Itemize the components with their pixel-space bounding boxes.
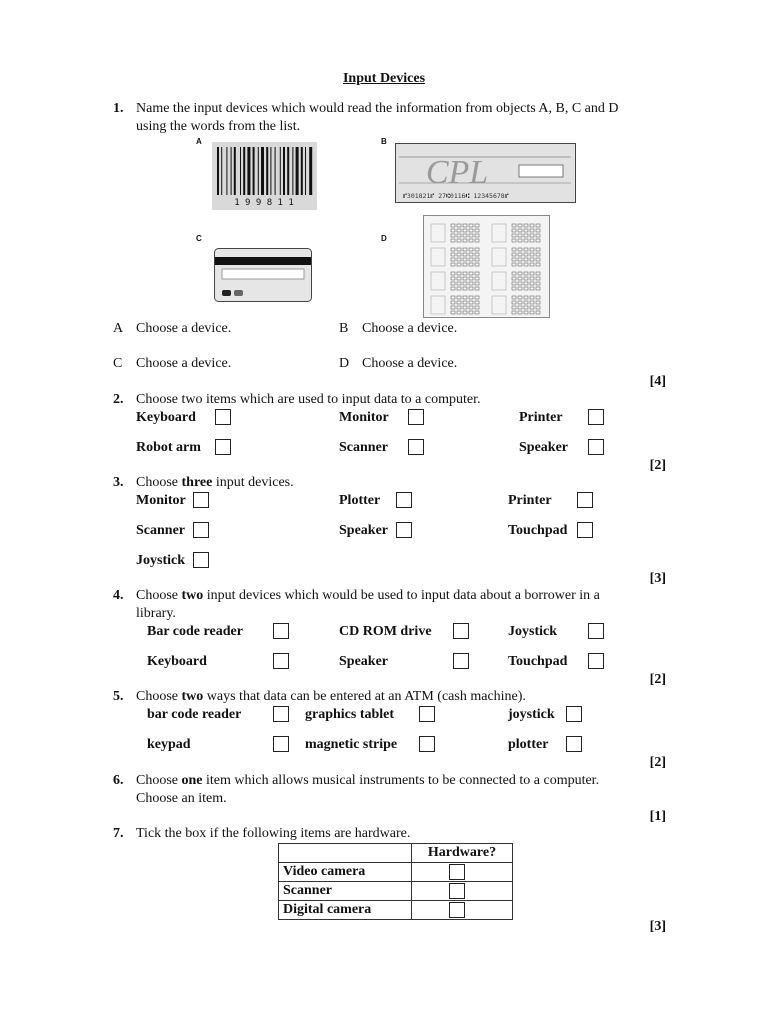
q1-answer-a-letter: A xyxy=(113,321,124,336)
q1-answer-d-letter: D xyxy=(339,356,350,371)
page-title: Input Devices xyxy=(342,71,426,86)
row-label-video-camera: Video camera xyxy=(279,863,412,882)
q3-option-speaker-label: Speaker xyxy=(339,523,388,538)
q4-option-joystick-checkbox[interactable] xyxy=(588,623,604,639)
q2-option-scanner-checkbox[interactable] xyxy=(408,439,424,455)
q4-option-speaker-label: Speaker xyxy=(339,654,388,669)
barcode-bar xyxy=(309,147,312,195)
row-label-digital-camera: Digital camera xyxy=(279,901,412,920)
q4-text-line2: library. xyxy=(136,606,176,621)
q1-answer-a-field[interactable]: Choose a device. xyxy=(136,321,232,336)
row-cell xyxy=(412,901,513,920)
q3-option-touchpad-label: Touchpad xyxy=(508,523,568,538)
q4-mark: [2] xyxy=(649,672,666,687)
q1-answer-d-field[interactable]: Choose a device. xyxy=(362,356,458,371)
q3-option-joystick-label: Joystick xyxy=(136,553,185,568)
table-header-hardware: Hardware? xyxy=(412,844,513,863)
q5-option-plotter-checkbox[interactable] xyxy=(566,736,582,752)
q2-option-speaker-checkbox[interactable] xyxy=(588,439,604,455)
q2-option-scanner-label: Scanner xyxy=(339,440,388,455)
q5-mark: [2] xyxy=(649,755,666,770)
q2-option-robot-arm-checkbox[interactable] xyxy=(215,439,231,455)
q6-number: 6. xyxy=(113,773,124,788)
q6-mark: [1] xyxy=(649,809,666,824)
barcode-bar xyxy=(240,147,241,195)
hardware-table xyxy=(278,843,513,920)
row-label-scanner: Scanner xyxy=(279,882,412,901)
barcode-bar xyxy=(292,147,293,195)
barcode-bar xyxy=(258,147,259,195)
barcode-bar xyxy=(280,147,281,195)
q5-option-magnetic-stripe-label: magnetic stripe xyxy=(305,737,398,752)
q2-option-keyboard-label: Keyboard xyxy=(136,410,196,425)
q2-option-monitor-checkbox[interactable] xyxy=(408,409,424,425)
barcode-digits: 1 9 9 8 1 1 xyxy=(234,198,294,208)
q5-option-graphics-tablet-label: graphics tablet xyxy=(305,707,395,722)
q1-mark: [4] xyxy=(649,374,666,389)
q4-option-cd-rom-drive-label: CD ROM drive xyxy=(339,624,432,639)
q2-number: 2. xyxy=(113,392,124,407)
row-cell xyxy=(412,863,513,882)
q6-text: Choose one item which allows musical instruments to be connected to a computer. xyxy=(136,773,600,788)
q3-option-monitor-label: Monitor xyxy=(136,493,186,508)
q3-text: Choose three input devices. xyxy=(136,475,294,490)
q4-option-bar-code-reader-label: Bar code reader xyxy=(147,624,243,639)
q3-option-printer-checkbox[interactable] xyxy=(577,492,593,508)
q5-text: Choose two ways that data can be entered at an ATM (cash machine). xyxy=(136,689,526,704)
omr-form-image xyxy=(423,215,550,318)
magnetic-stripe-card-image xyxy=(214,248,312,302)
barcode-image xyxy=(212,142,317,210)
barcode-bar xyxy=(275,147,276,195)
q4-option-cd-rom-drive-checkbox[interactable] xyxy=(453,623,469,639)
q4-option-keyboard-label: Keyboard xyxy=(147,654,207,669)
q1-answer-c-field[interactable]: Choose a device. xyxy=(136,356,232,371)
q5-option-graphics-tablet-checkbox[interactable] xyxy=(419,706,435,722)
table-header-blank xyxy=(279,844,412,863)
q2-option-monitor-label: Monitor xyxy=(339,410,389,425)
q7-scanner-checkbox[interactable] xyxy=(449,883,465,899)
q2-option-robot-arm-label: Robot arm xyxy=(136,440,201,455)
q3-number: 3. xyxy=(113,475,124,490)
q3-option-monitor-checkbox[interactable] xyxy=(193,492,209,508)
q3-option-joystick-checkbox[interactable] xyxy=(193,552,209,568)
q2-option-speaker-label: Speaker xyxy=(519,440,568,455)
barcode-bar xyxy=(266,147,268,195)
q1-answer-b-letter: B xyxy=(339,321,349,336)
barcode-bar xyxy=(221,147,222,195)
q2-option-keyboard-checkbox[interactable] xyxy=(215,409,231,425)
q2-mark: [2] xyxy=(649,458,666,473)
q5-option-joystick-checkbox[interactable] xyxy=(566,706,582,722)
q3-option-touchpad-checkbox[interactable] xyxy=(577,522,593,538)
q5-number: 5. xyxy=(113,689,124,704)
barcode-bar xyxy=(231,147,232,195)
table-header-row xyxy=(279,844,513,863)
q2-option-printer-label: Printer xyxy=(519,410,563,425)
q3-option-speaker-checkbox[interactable] xyxy=(396,522,412,538)
q1-answer-c-letter: C xyxy=(113,356,123,371)
q5-option-joystick-label: joystick xyxy=(508,707,555,722)
q6-answer-field[interactable]: Choose an item. xyxy=(136,791,227,806)
figure-label-c: C xyxy=(196,234,202,243)
barcode-bar xyxy=(287,147,289,195)
q7-video-camera-checkbox[interactable] xyxy=(449,864,465,880)
barcode-bar xyxy=(247,147,250,195)
cheque-micr: ⑈301821⑈ 27⑆0116⑆ 12345678⑈ xyxy=(403,192,509,200)
barcode-bar xyxy=(296,147,299,195)
q3-option-scanner-label: Scanner xyxy=(136,523,185,538)
q5-option-bar-code-reader-checkbox[interactable] xyxy=(273,706,289,722)
q5-option-plotter-label: plotter xyxy=(508,737,549,752)
barcode-bar xyxy=(253,147,255,195)
barcode-bar xyxy=(243,147,245,195)
q4-option-touchpad-checkbox[interactable] xyxy=(588,653,604,669)
q5-option-bar-code-reader-label: bar code reader xyxy=(147,707,242,722)
figure-label-a: A xyxy=(196,137,202,146)
q7-number: 7. xyxy=(113,826,124,841)
cheque-logo: CPL xyxy=(425,154,489,191)
q2-option-printer-checkbox[interactable] xyxy=(588,409,604,425)
q4-option-keyboard-checkbox[interactable] xyxy=(273,653,289,669)
q4-number: 4. xyxy=(113,588,124,603)
table-row xyxy=(279,882,513,901)
q3-option-plotter-label: Plotter xyxy=(339,493,381,508)
q3-option-printer-label: Printer xyxy=(508,493,552,508)
q1-text-line1: Name the input devices which would read the information from objects A, B, C and D xyxy=(136,101,619,116)
q1-answer-b-field[interactable]: Choose a device. xyxy=(362,321,458,336)
q4-text-line1: Choose two input devices which would be used to input data about a borrower in a xyxy=(136,588,600,603)
barcode-bar xyxy=(261,147,264,195)
q3-option-scanner-checkbox[interactable] xyxy=(193,522,209,538)
barcode-bar xyxy=(283,147,285,195)
barcode-bar xyxy=(234,147,236,195)
q5-option-keypad-label: keypad xyxy=(147,737,191,752)
q4-option-speaker-checkbox[interactable] xyxy=(453,653,469,669)
barcode-bar xyxy=(305,147,306,195)
q5-option-magnetic-stripe-checkbox[interactable] xyxy=(419,736,435,752)
q7-mark: [3] xyxy=(649,919,666,934)
q1-text-line2: using the words from the list. xyxy=(136,119,301,134)
q7-digital-camera-checkbox[interactable] xyxy=(449,902,465,918)
q5-option-keypad-checkbox[interactable] xyxy=(273,736,289,752)
q7-text: Tick the box if the following items are hardware. xyxy=(136,826,411,841)
barcode-bar xyxy=(217,147,219,195)
q2-text: Choose two items which are used to input data to a computer. xyxy=(136,392,481,407)
q4-option-bar-code-reader-checkbox[interactable] xyxy=(273,623,289,639)
barcode-bar xyxy=(301,147,303,195)
q1-number: 1. xyxy=(113,101,124,116)
barcode-bar xyxy=(270,147,271,195)
q4-option-joystick-label: Joystick xyxy=(508,624,557,639)
barcode-bar xyxy=(226,147,227,195)
table-row xyxy=(279,863,513,882)
cheque-image xyxy=(395,143,576,203)
table-row xyxy=(279,901,513,920)
figure-label-d: D xyxy=(381,234,387,243)
row-cell xyxy=(412,882,513,901)
q3-mark: [3] xyxy=(649,571,666,586)
figure-label-b: B xyxy=(381,137,387,146)
q4-option-touchpad-label: Touchpad xyxy=(508,654,568,669)
q3-option-plotter-checkbox[interactable] xyxy=(396,492,412,508)
